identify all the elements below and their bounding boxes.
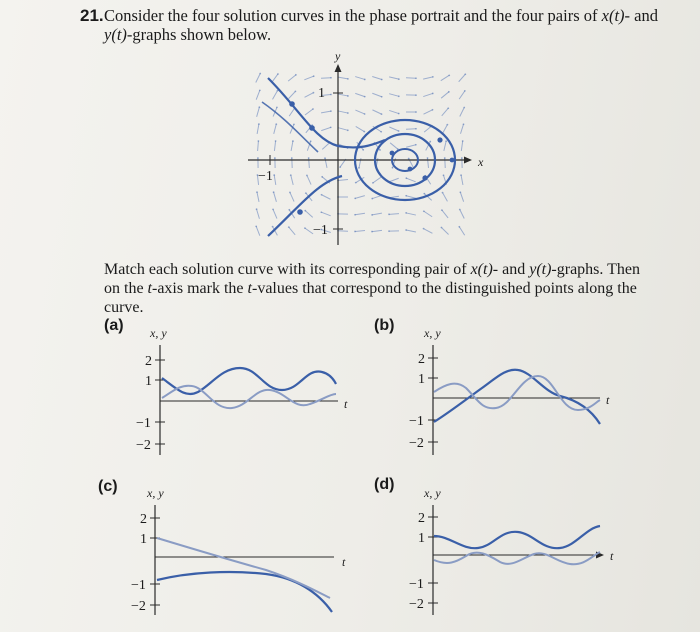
panel-a-tick-2: 2 <box>145 354 152 369</box>
panel-a-tick-1: 1 <box>145 374 152 389</box>
panel-d-x-curve <box>434 526 600 548</box>
matching-instructions: Match each solution curve with its corresponding pair of x(t)- and y(t)-graphs. Then on the t-axis mark the t-values that correspond to the distinguished points along the curve. <box>104 261 640 316</box>
problem-intro: Consider the four solution curves in the phase portrait and the four pairs of x(t)- and y(t)-graphs shown below. <box>104 6 658 44</box>
x-axis-label: x <box>478 155 484 169</box>
panel-b-tick-2: 2 <box>418 352 425 367</box>
panel-b-axis-label: x, y <box>424 326 441 340</box>
tick-y-neg: −1 <box>313 223 328 238</box>
panel-c-tick-neg2: −2 <box>131 599 146 614</box>
panel-b-tick-1: 1 <box>418 372 425 387</box>
panel-label-d: (d) <box>374 476 395 493</box>
panel-b-tick-neg1: −1 <box>409 414 424 429</box>
panel-label-a: (a) <box>104 317 124 334</box>
panel-c-tick-neg1: −1 <box>131 578 146 593</box>
panel-c-tick-2: 2 <box>140 512 147 527</box>
panel-b-tick-neg2: −2 <box>409 436 424 451</box>
problem-number: 21. <box>80 6 104 25</box>
panel-d-tick-neg1: −1 <box>409 577 424 592</box>
panel-label-b: (b) <box>374 317 395 334</box>
panel-d-tick-2: 2 <box>418 511 425 526</box>
panel-a-axis-label: x, y <box>150 326 167 340</box>
tick-y-pos: 1 <box>318 86 325 101</box>
panel-a-tick-neg1: −1 <box>136 416 151 431</box>
panel-d-t-label: t <box>610 549 614 563</box>
panel-a-t-label: t <box>344 397 348 411</box>
panel-d-tick-neg2: −2 <box>409 597 424 612</box>
panel-d-axis-label: x, y <box>424 486 441 500</box>
y-axis-label: y <box>335 49 341 63</box>
panel-c-tick-1: 1 <box>140 532 147 547</box>
panel-a-tick-neg2: −2 <box>136 438 151 453</box>
panel-b-t-label: t <box>606 393 610 407</box>
tick-x-neg: −1 <box>258 169 273 184</box>
panel-label-c: (c) <box>98 478 118 495</box>
panel-c-axis-label: x, y <box>147 486 164 500</box>
panel-c-t-label: t <box>342 555 346 569</box>
panel-d-y-curve <box>434 552 600 564</box>
panel-d-tick-1: 1 <box>418 531 425 546</box>
